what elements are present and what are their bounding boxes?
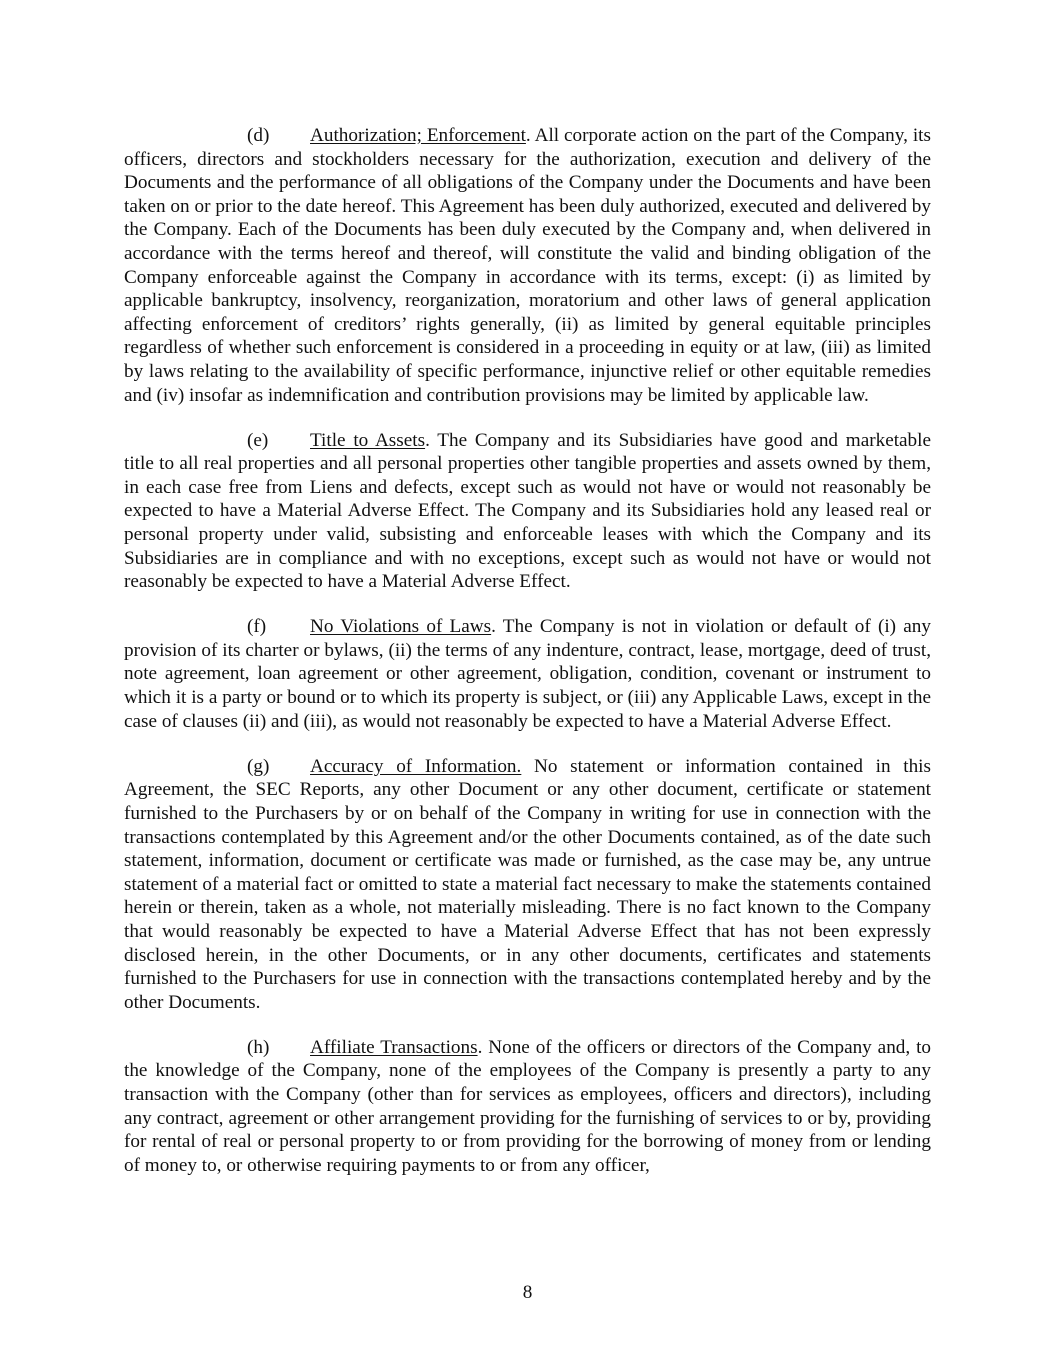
section-h-paragraph bbox=[124, 1036, 931, 1178]
section-f-heading: No Violations of Laws bbox=[310, 616, 492, 638]
document-page bbox=[124, 124, 931, 1177]
section-g-body: No statement or information contained in this Agreement, the SEC Reports, any other Document or any other document, certificate or statement furnished to the Purchasers by or on behalf of the Company in writing for use in connection with the transactions contemplated by this Agreement and/or the other Documents contained, as of the date such statement, information, document or certificate was made or furnished, as the case may be, any untrue statement of a material fact or omitted to state a material fact necessary to make the statements contained herein or therein, taken as a whole, not materially misleading. There is no fact known to the Company that would reasonably be expected to have a Material Adverse Effect that has not been expressly disclosed herein, in the other Documents, or in any other documents, certificates and statements furnished to the Purchasers for use in connection with the transactions contemplated hereby and by the other Documents. bbox=[124, 755, 931, 1013]
section-e-number: (e) bbox=[247, 429, 269, 451]
section-h-number: (h) bbox=[247, 1036, 270, 1058]
section-d-heading: Authorization; Enforcement bbox=[310, 125, 526, 146]
section-e-paragraph bbox=[124, 429, 931, 594]
section-f-paragraph bbox=[124, 615, 931, 733]
section-g-heading: Accuracy of Information. bbox=[310, 755, 522, 777]
section-g-paragraph bbox=[124, 755, 931, 1015]
section-f-number: (f) bbox=[247, 616, 267, 638]
section-g-number: (g) bbox=[247, 755, 270, 777]
section-h-body: . None of the officers or directors of the Company and, to the knowledge of the Company, none of the employees of the Company is presently a party to any transaction with the Company (other than for services as employees, officers and directors), including any contract, agreement or other arrangement providing for the furnishing of services to or by, providing for rental of real or personal property to or from providing for the borrowing of money from or lending of money to, or otherwise requiring payments to or from any officer, bbox=[124, 1036, 931, 1176]
section-d-paragraph bbox=[124, 124, 931, 407]
section-e-heading: Title to Assets bbox=[310, 429, 426, 451]
section-h-heading: Affiliate Transactions bbox=[310, 1036, 478, 1058]
section-f-body: . The Company is not in violation or default of (i) any provision of its charter or bylaws, (ii) the terms of any indenture, contract, lease, mortgage, deed of trust, note agreement, loan agreement or other agreement, obligation, condition, covenant or instrument to which it is a party or bound or to which its property is subject, or (iii) any Applicable Laws, except in the case of clauses (ii) and (iii), as would not reasonably be expected to have a Material Adverse Effect. bbox=[124, 616, 931, 732]
section-d-number: (d) bbox=[247, 125, 270, 146]
page-number: 8 bbox=[522, 1282, 533, 1303]
section-e-body: . The Company and its Subsidiaries have good and marketable title to all real properties and all personal properties other tangible properties and assets owned by them, in each case free from Liens and defects, except such as would not have or would not reasonably be expected to have a Material Adverse Effect. The Company and its Subsidiaries hold any leased real or personal property under valid, subsisting and enforceable leases with which the Company and its Subsidiaries are in compliance and with no exceptions, except such as would not have or would not reasonably be expected to have a Material Adverse Effect. bbox=[124, 429, 931, 593]
section-d-body: . All corporate action on the part of the Company, its officers, directors and stockholders necessary for the authorization, execution and delivery of the Documents and the performance of all obligations of the Company under the Documents and have been taken on or prior to the date hereof. This Agreement has been duly authorized, executed and delivered by the Company. Each of the Documents has been duly executed by the Company and, when delivered in accordance with the terms hereof and thereof, will constitute the valid and binding obligation of the Company enforceable against the Company in accordance with its terms, except: (i) as limited by applicable bankruptcy, insolvency, reorganization, moratorium and other laws of general application affecting enforcement of creditors’ rights generally, (ii) as limited by general equitable principles regardless of whether such enforcement is considered in a proceeding in equity or at law, (iii) as limited by laws relating to the availability of specific performance, injunctive relief or other equitable remedies and (iv) insofar as indemnification and contribution provisions may be limited by applicable law. bbox=[124, 125, 931, 406]
